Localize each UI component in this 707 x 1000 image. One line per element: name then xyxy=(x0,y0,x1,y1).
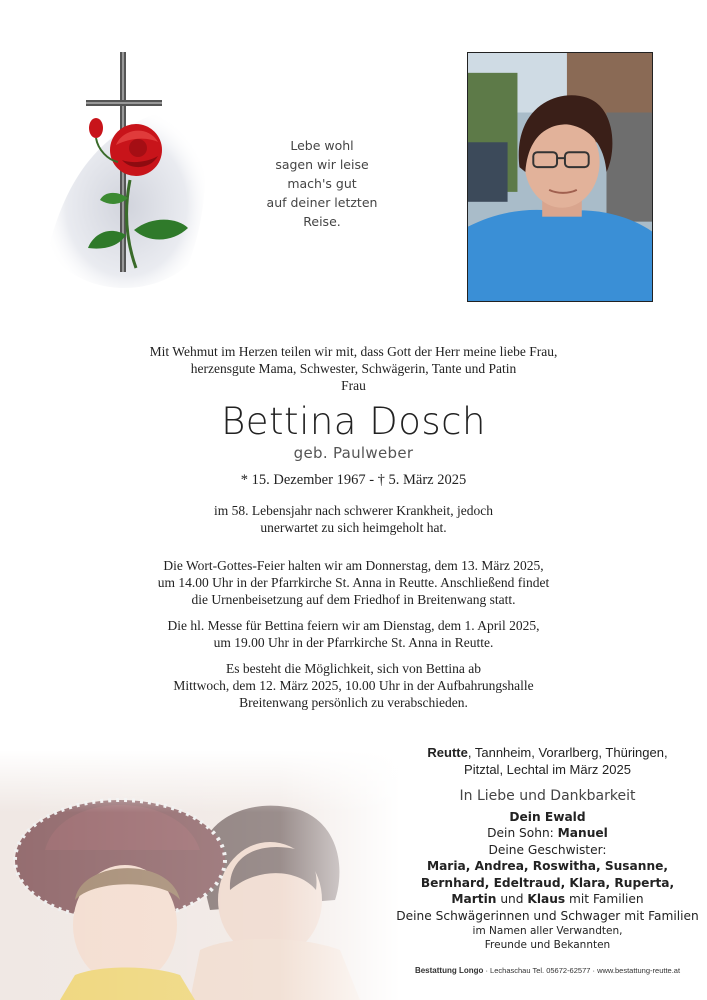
paragraph-line: Mittwoch, dem 12. März 2025, 10.00 Uhr in der Aufbahrungshalle xyxy=(173,678,534,693)
siblings-names: Maria, Andrea, Roswitha, Susanne, xyxy=(426,859,669,873)
paragraph-line: unerwartet zu sich heimgeholt hat. xyxy=(260,520,447,535)
siblings-label: Deine Geschwister: xyxy=(488,842,607,857)
deceased-name: Bettina Dosch xyxy=(221,400,486,443)
son-line xyxy=(390,825,705,842)
poem-line: sagen wir leise xyxy=(275,157,369,172)
paragraph-line: Es besteht die Möglichkeit, sich von Bettina ab xyxy=(226,661,481,676)
maiden-name: geb. Paulweber xyxy=(293,444,414,462)
paragraph-mass xyxy=(100,617,607,651)
portrait-photo xyxy=(467,52,653,302)
relatives-line: im Namen aller Verwandten, xyxy=(472,925,623,937)
funeral-home-contact: · Lechaschau Tel. 05672-62577 · www.bestattung-reutte.at xyxy=(483,966,681,975)
intro-text xyxy=(100,343,607,394)
relatives-line: Freunde und Bekannten xyxy=(484,939,611,951)
paragraph-line: die Urnenbeisetzung auf dem Friedhof in Breitenwang statt. xyxy=(191,592,516,607)
paragraph-line: um 14.00 Uhr in der Pfarrkirche St. Anna in Reutte. Anschließend findet xyxy=(157,575,550,590)
life-dates: * 15. Dezember 1967 - † 5. März 2025 xyxy=(240,472,467,488)
paragraph-line: um 19.00 Uhr in der Pfarrkirche St. Anna in Reutte. xyxy=(213,635,494,650)
cross-with-rose-icon xyxy=(38,50,228,305)
paragraph-line: im 58. Lebensjahr nach schwerer Krankheit, jedoch xyxy=(214,503,493,518)
paragraph-line: Die Wort-Gottes-Feier halten wir am Donnerstag, dem 13. März 2025, xyxy=(163,558,544,573)
place-line xyxy=(390,745,705,762)
husband-name: Dein Ewald xyxy=(509,809,586,824)
paragraph-passing xyxy=(100,502,607,536)
farewell-poem xyxy=(262,136,382,231)
grief-heading: In Liebe und Dankbarkeit xyxy=(459,788,636,804)
sibling-name: Martin xyxy=(451,892,497,906)
poem-line: auf deiner letzten xyxy=(266,195,378,210)
husband-line xyxy=(390,809,705,826)
son-name: Manuel xyxy=(557,826,608,840)
paragraph-line: Die hl. Messe für Bettina feiern wir am Dienstag, dem 1. April 2025, xyxy=(167,618,540,633)
family-photo xyxy=(0,750,400,1000)
son-prefix: Dein Sohn: xyxy=(487,826,558,840)
place-line-2: Pitztal, Lechtal im März 2025 xyxy=(464,761,631,777)
poem-line: Lebe wohl xyxy=(290,138,354,153)
paragraph-line: Breitenwang persönlich zu verabschieden. xyxy=(239,695,468,710)
siblings-line xyxy=(390,875,705,892)
place-rest: , Tannheim, Vorarlberg, Thüringen, xyxy=(467,745,668,760)
poem-line: mach's gut xyxy=(287,176,357,191)
place-bold: Reutte xyxy=(427,745,468,760)
intro-line: Frau xyxy=(341,378,366,393)
intro-line: Mit Wehmut im Herzen teilen wir mit, dass Gott der Herr meine liebe Frau, xyxy=(149,344,558,359)
paragraph-viewing xyxy=(100,660,607,711)
funeral-home-name: Bestattung Longo xyxy=(414,966,484,975)
funeral-home-footer xyxy=(390,966,705,975)
siblings-line xyxy=(390,858,705,875)
paragraph-service xyxy=(100,557,607,608)
siblings-names: Bernhard, Edeltraud, Klara, Ruperta, xyxy=(420,875,675,890)
siblings-suffix: mit Familien xyxy=(565,892,644,906)
siblings-line xyxy=(390,891,705,908)
mourners-block xyxy=(390,745,705,952)
intro-line: herzensgute Mama, Schwester, Schwägerin, Tante und Patin xyxy=(190,361,517,376)
poem-line: Reise. xyxy=(303,214,341,229)
inlaws-line: Deine Schwägerinnen und Schwager mit Familien xyxy=(396,908,699,923)
announcement xyxy=(100,343,607,711)
sibling-name: Klaus xyxy=(527,892,566,906)
conjunction: und xyxy=(496,892,528,906)
